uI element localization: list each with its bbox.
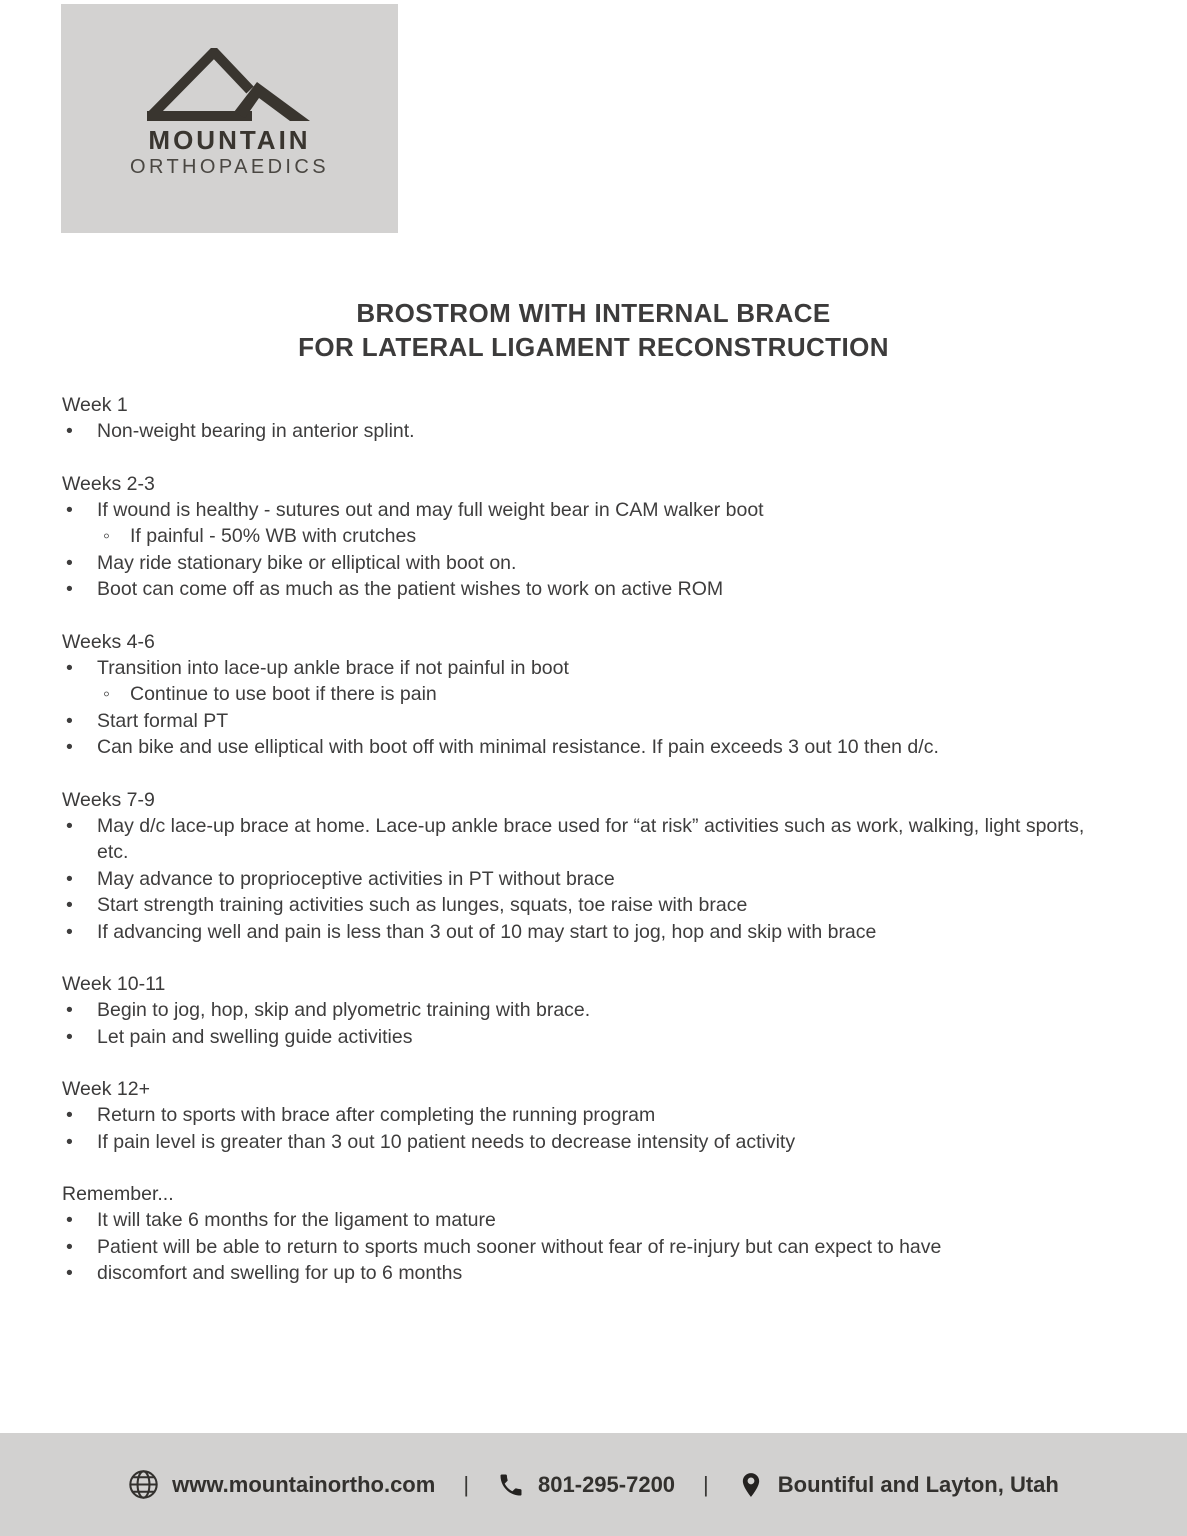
- list-item-text: Return to sports with brace after completing the running program: [97, 1104, 656, 1126]
- list-item-text: It will take 6 months for the ligament to mature: [97, 1209, 496, 1231]
- list-item: [62, 813, 1112, 866]
- globe-icon: [128, 1469, 159, 1500]
- list-item-text: May d/c lace-up brace at home. Lace-up ankle brace used for “at risk” activities such as work, walking, light sports, etc.: [97, 814, 1085, 863]
- list-item-text: Continue to use boot if there is pain: [130, 683, 437, 705]
- list-item-text: Non-weight bearing in anterior splint.: [97, 420, 415, 442]
- location-pin-icon: [737, 1471, 765, 1499]
- protocol-section: [62, 471, 1112, 603]
- bullet-icon: •: [66, 814, 73, 837]
- phone-icon: [497, 1471, 525, 1499]
- document-title: [0, 296, 1187, 364]
- list-item: [62, 734, 1112, 761]
- list-item-text: Start formal PT: [97, 709, 229, 732]
- list-item: [62, 997, 1112, 1024]
- logo: [61, 4, 398, 233]
- list-item-text: Patient will be able to return to sports much sooner without fear of re-injury but can expect to have: [97, 1235, 942, 1258]
- bullet-icon: •: [66, 867, 73, 890]
- list-item: [62, 1207, 1112, 1234]
- document-title-line1: BROSTROM WITH INTERNAL BRACE: [356, 298, 831, 328]
- list-item-text: If pain level is greater than 3 out 10 patient needs to decrease intensity of activity: [97, 1130, 796, 1153]
- list-item: [62, 1260, 1112, 1287]
- bullet-icon: •: [66, 656, 73, 679]
- bullet-icon: •: [66, 1209, 73, 1231]
- list-item: [62, 523, 1112, 550]
- footer-website-item: [128, 1469, 435, 1500]
- list-item-text: If wound is healthy - sutures out and may full weight bear in CAM walker boot: [97, 498, 764, 521]
- section-list: [62, 1102, 1112, 1155]
- bullet-icon: •: [66, 894, 73, 916]
- bullet-icon: •: [66, 999, 73, 1021]
- list-item-text: discomfort and swelling for up to 6 months: [97, 1262, 463, 1284]
- list-item: [62, 892, 1112, 919]
- footer-website: www.mountainortho.com: [172, 1471, 436, 1497]
- list-item: [62, 418, 1112, 445]
- list-item-text: Let pain and swelling guide activities: [97, 1025, 413, 1048]
- footer-phone: 801-295-7200: [538, 1471, 676, 1497]
- bullet-icon: •: [66, 420, 73, 442]
- footer-bar: [0, 1433, 1187, 1536]
- bullet-icon: •: [66, 736, 73, 758]
- footer-location-item: [737, 1471, 1059, 1499]
- bullet-icon: •: [66, 1262, 73, 1284]
- bullet-icon: •: [66, 1130, 73, 1153]
- list-item-text: If advancing well and pain is less than 3 out of 10 may start to jog, hop and skip with brace: [97, 920, 877, 943]
- list-item: [62, 655, 1112, 682]
- section-list: [62, 497, 1112, 603]
- bullet-icon: •: [66, 709, 73, 732]
- bullet-icon: •: [66, 551, 73, 574]
- bullet-icon: •: [66, 1025, 73, 1048]
- list-item: [62, 919, 1112, 946]
- list-item: [62, 497, 1112, 524]
- footer-separator: |: [463, 1471, 470, 1497]
- section-heading: Week 1: [62, 394, 128, 416]
- protocol-section: [62, 971, 1112, 1050]
- list-item: [62, 1234, 1112, 1261]
- section-list: [62, 1207, 1112, 1287]
- list-item: [62, 1102, 1112, 1129]
- protocol-sections: [62, 392, 1112, 1313]
- section-heading: Week 10-11: [62, 973, 166, 995]
- section-list: [62, 813, 1112, 946]
- section-heading: Weeks 4-6: [62, 630, 155, 653]
- list-item-text: Start strength training activities such as lunges, squats, toe raise with brace: [97, 894, 748, 916]
- protocol-section: [62, 1076, 1112, 1155]
- document-title-line2: FOR LATERAL LIGAMENT RECONSTRUCTION: [298, 332, 889, 362]
- logo-name: MOUNTAIN: [148, 125, 311, 155]
- list-item: [62, 576, 1112, 603]
- bullet-icon: •: [66, 498, 73, 521]
- footer-phone-item: [497, 1471, 675, 1499]
- list-item: [62, 708, 1112, 735]
- section-heading: Weeks 7-9: [62, 788, 155, 811]
- list-item: [62, 550, 1112, 577]
- footer-location: Bountiful and Layton, Utah: [777, 1471, 1059, 1497]
- circle-bullet-icon: ◦: [103, 525, 110, 547]
- list-item: [62, 681, 1112, 708]
- protocol-section: [62, 1181, 1112, 1287]
- bullet-icon: •: [66, 920, 73, 943]
- protocol-section: [62, 629, 1112, 761]
- list-item-text: Can bike and use elliptical with boot off with minimal resistance. If pain exceeds 3 out 10 then d/c.: [97, 736, 939, 758]
- protocol-section: [62, 787, 1112, 946]
- section-heading: Remember...: [62, 1183, 174, 1205]
- bullet-icon: •: [66, 578, 73, 600]
- list-item: [62, 1024, 1112, 1051]
- list-item-text: Boot can come off as much as the patient wishes to work on active ROM: [97, 578, 724, 600]
- list-item-text: Transition into lace-up ankle brace if not painful in boot: [97, 656, 569, 679]
- list-item: [62, 1129, 1112, 1156]
- section-heading: Weeks 2-3: [62, 472, 155, 495]
- protocol-section: [62, 392, 1112, 445]
- bullet-icon: •: [66, 1104, 73, 1126]
- section-list: [62, 418, 1112, 445]
- logo-subname: ORTHOPAEDICS: [130, 156, 329, 178]
- footer-separator: |: [703, 1471, 709, 1497]
- list-item-text: Begin to jog, hop, skip and plyometric training with brace.: [97, 999, 591, 1021]
- section-heading: Week 12+: [62, 1078, 150, 1100]
- section-list: [62, 655, 1112, 761]
- list-item-text: May ride stationary bike or elliptical with boot on.: [97, 551, 517, 574]
- section-list: [62, 997, 1112, 1050]
- circle-bullet-icon: ◦: [103, 683, 110, 705]
- list-item: [62, 866, 1112, 893]
- list-item-text: If painful - 50% WB with crutches: [130, 525, 417, 547]
- list-item-text: May advance to proprioceptive activities in PT without brace: [97, 867, 615, 890]
- mountain-logo-icon: [144, 48, 316, 122]
- bullet-icon: •: [66, 1235, 73, 1258]
